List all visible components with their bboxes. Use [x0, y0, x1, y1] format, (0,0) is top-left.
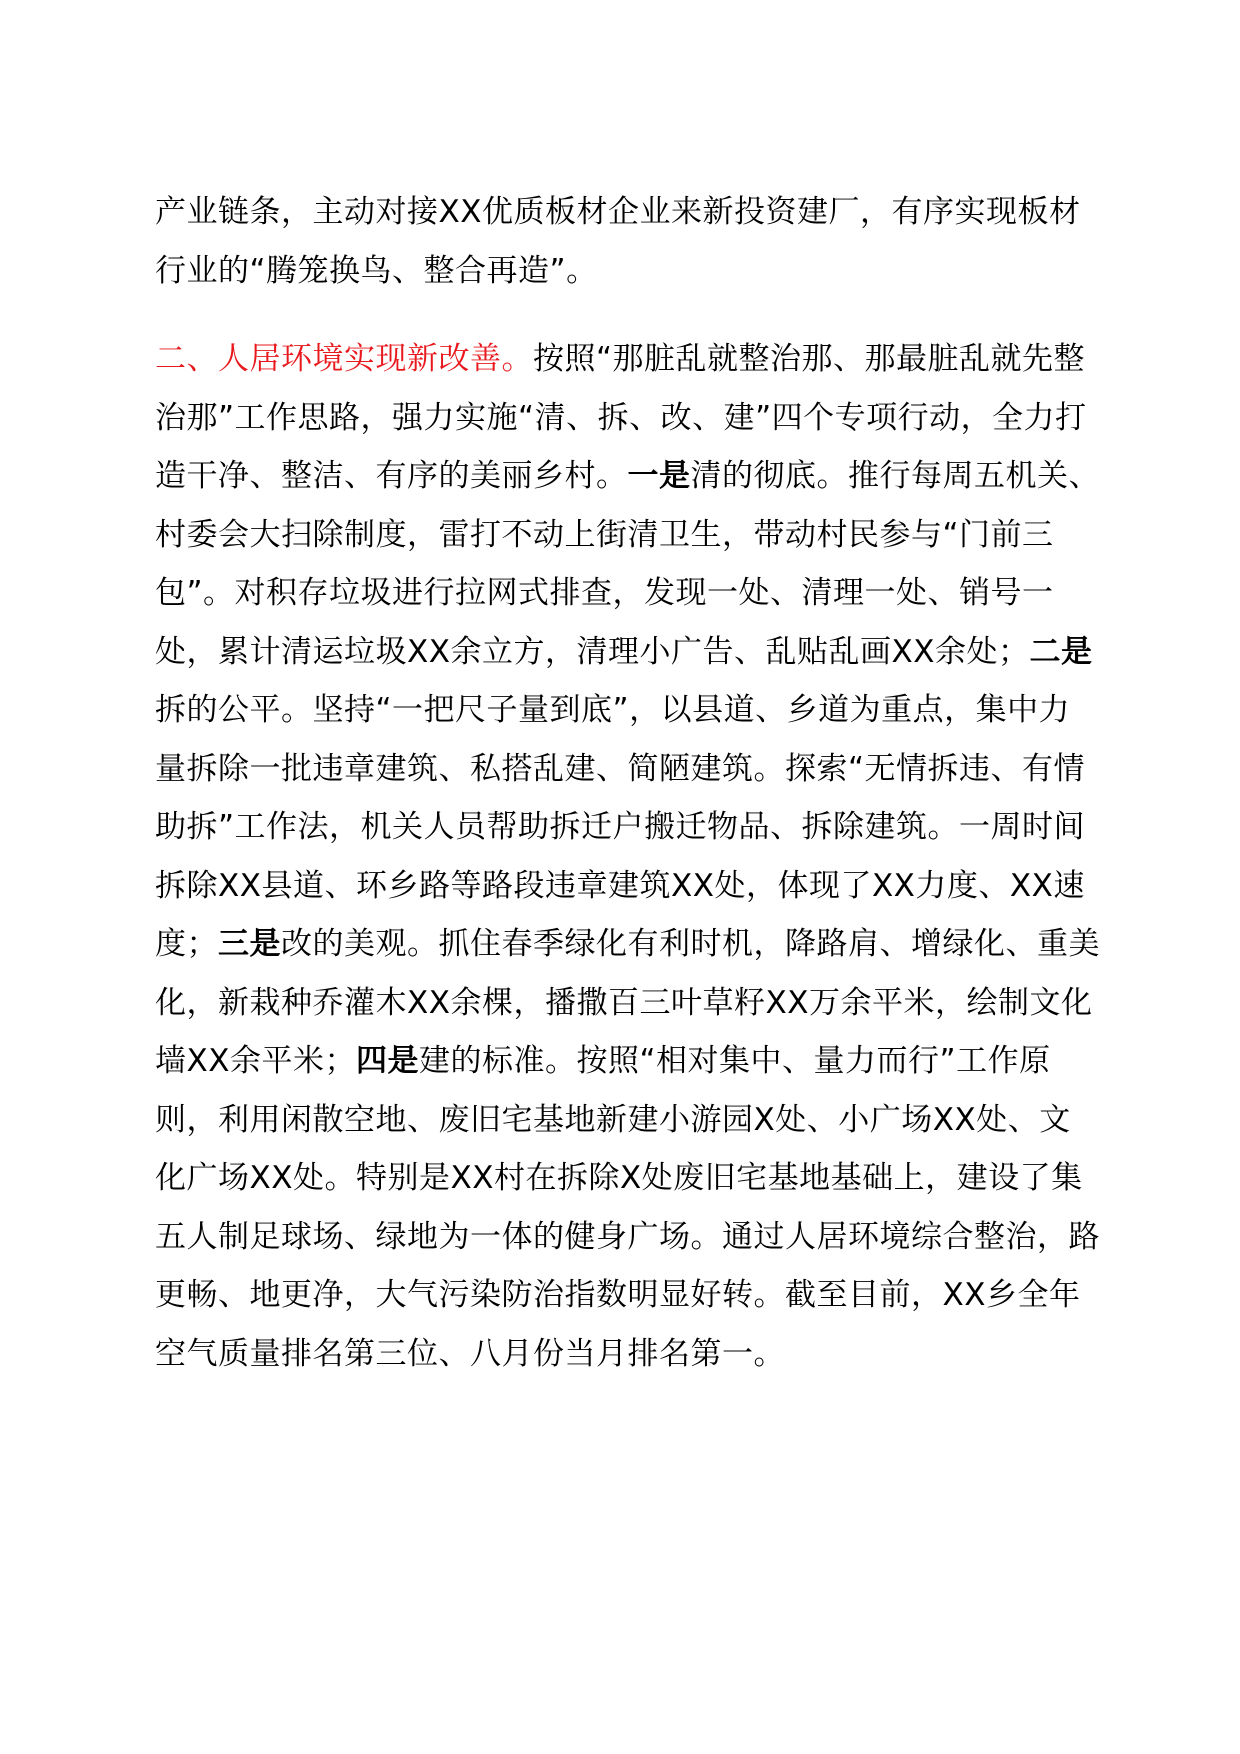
item-label-four: 四是 [355, 1043, 419, 1079]
item-text-four: 建的标准。按照“相对集中、量力而行”工作原则，利用闲散空地、废旧宅基地新建小游园X处、小广场XX处、文化广场XX处。特别是XX村在拆除X处废旧宅基地基础上，建设了集五人制足球场、绿地为一体的健身广场。通过人居环境综合整治，路更畅、地更净，大气污染防治指数明显好转。截至目前，XX乡全年空气质量排名第三位、八月份当月排名第一。 [155, 1043, 1100, 1372]
item-label-three: 三是 [218, 926, 281, 962]
section-heading: 二、人居环境实现新改善。 [155, 341, 533, 377]
paragraph-living-environment [155, 330, 1100, 1383]
document-body [155, 183, 1100, 1383]
item-label-two: 二是 [1029, 633, 1093, 670]
paragraph-board-industry [155, 183, 1100, 300]
paragraph-text: 产业链条，主动对接XX优质板材企业来新投资建厂，有序实现板材行业的“腾笼换鸟、整合再造”。 [155, 194, 1081, 289]
item-text-two: 拆的公平。坚持“一把尺子量到底”，以县道、乡道为重点，集中力量拆除一批违章建筑、私搭乱建、简陋建筑。探索“无情拆违、有情助拆”工作法，机关人员帮助拆迁户搬迁物品、拆除建筑。一周时间拆除XX县道、环乡路等路段违章建筑XX处，体现了XX力度、XX速度； [155, 692, 1086, 962]
item-label-one: 一是 [627, 458, 691, 494]
section-intro: 按照“那脏乱就整治那、那最脏乱就先整治那”工作思路，强力实施“清、拆、改、建”四个专项行动，全力打造干净、整洁、有序的美丽乡村。 [155, 341, 1087, 494]
item-text-three: 改的美观。抓住春季绿化有利时机，降路肩、增绿化、重美化，新栽种乔灌木XX余棵，播撒百三叶草籽XX万余平米，绘制文化墙XX余平米； [155, 926, 1100, 1079]
item-text-one: 清的彻底。推行每周五机关、村委会大扫除制度，雷打不动上街清卫生，带动村民参与“门前三包”。对积存垃圾进行拉网式排查，发现一处、清理一处、销号一处，累计清运垃圾XX余立方，清理小广告、乱贴乱画XX余处； [155, 458, 1100, 670]
